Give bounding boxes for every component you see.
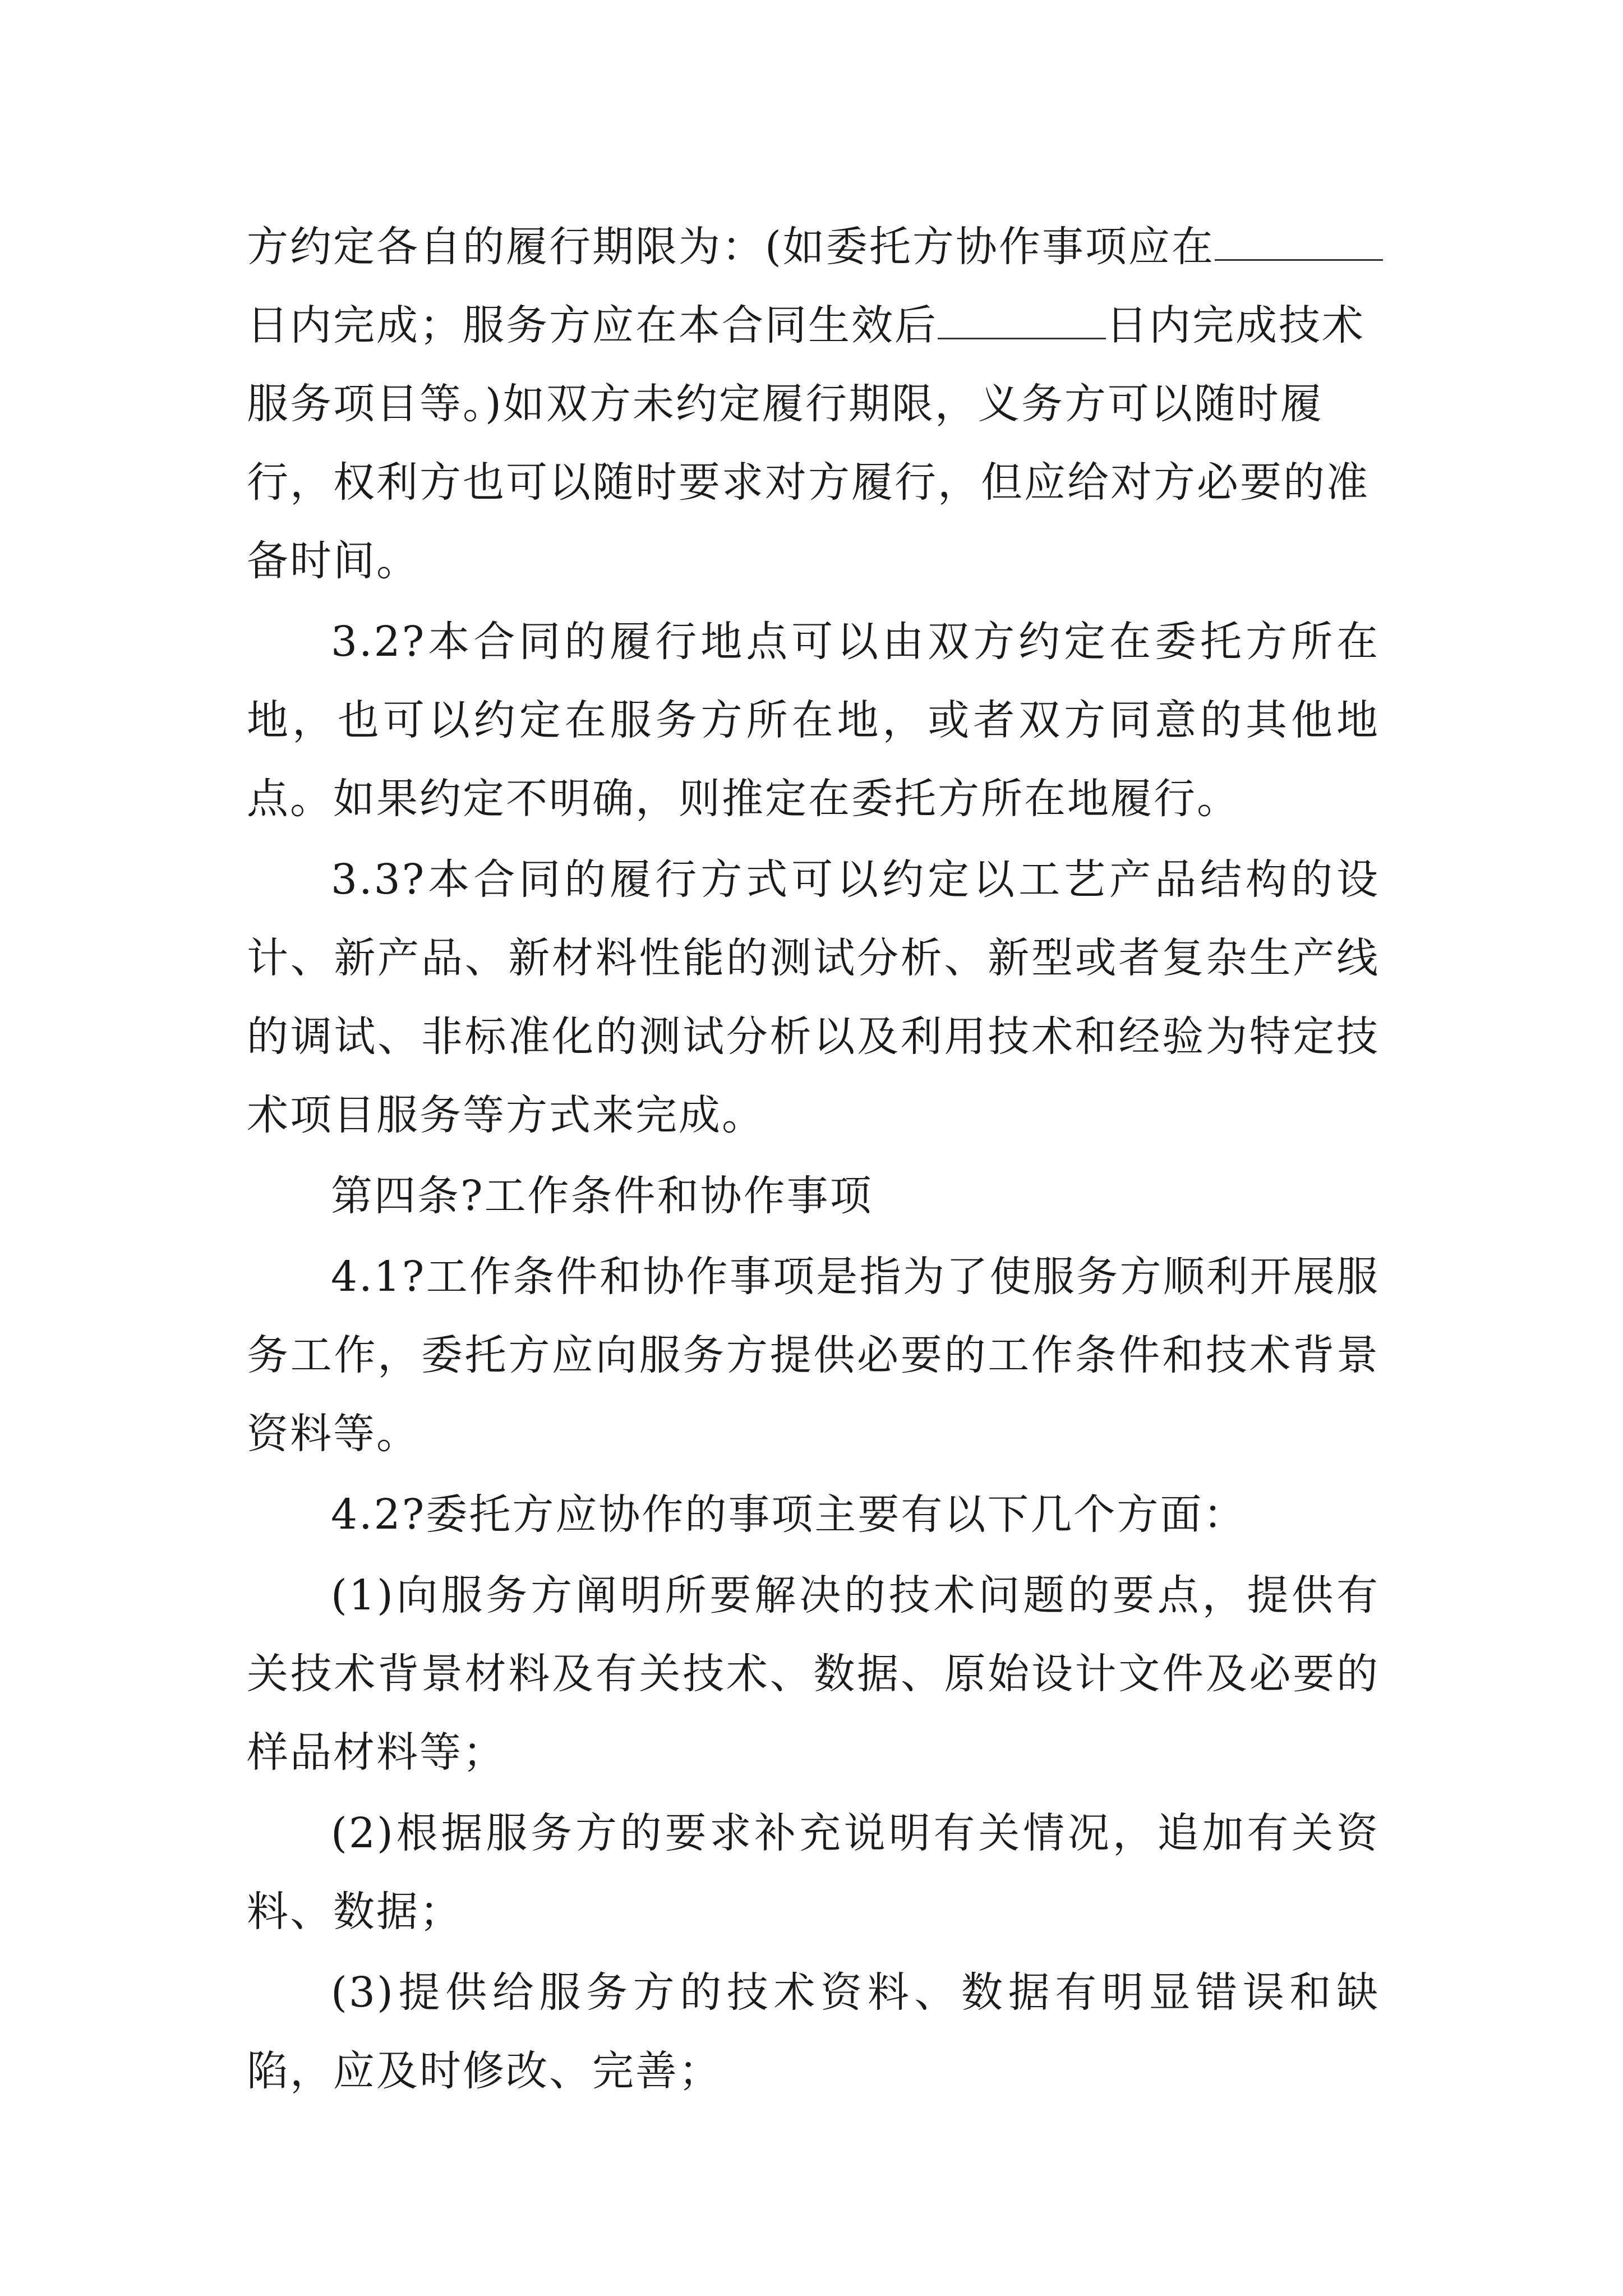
text-line: 服务项目等。)如双方未约定履行期限，义务方可以随时履 — [247, 380, 1324, 428]
paragraph-performance-period — [247, 208, 1380, 600]
section-heading-article-4: 第四条?工作条件和协作事项 — [331, 1172, 873, 1220]
paragraph-3-2-performance-location: 3.2?本合同的履行地点可以由双方约定在委托方所在地，也可以约定在服务方所在地，或者双方同意的其他地点。如果约定不明确，则推定在委托方所在地履行。 — [247, 618, 1380, 823]
paragraph-3-3-performance-method: 3.3?本合同的履行方式可以约定以工艺产品结构的设计、新产品、新材料性能的测试分析、新型或者复杂生产线的调试、非标准化的测试分析以及利用技术和经验为特定技术项目服务等方式来完成。 — [247, 855, 1380, 1139]
text-line — [247, 208, 1380, 286]
text-line: 备时间。 — [247, 537, 419, 585]
list-item-2: (2)根据服务方的要求补充说明有关情况，追加有关资料、数据； — [247, 1809, 1380, 1936]
list-item-1: (1)向服务方阐明所要解决的技术问题的要点，提供有关技术背景材料及有关技术、数据、原始设计文件及必要的样品材料等； — [247, 1571, 1380, 1777]
paragraph-4-1-working-conditions: 4.1?工作条件和协作事项是指为了使服务方顺利开展服务工作，委托方应向服务方提供必要的工作条件和技术背景资料等。 — [247, 1253, 1380, 1458]
text-segment: 日内完成技术 — [1106, 301, 1365, 349]
list-item-3: (3)提供给服务方的技术资料、数据有明显错误和缺陷，应及时修改、完善； — [247, 1968, 1380, 2095]
text-line: 行，权利方也可以随时要求对方履行，但应给对方必要的准 — [247, 458, 1370, 507]
text-segment: 方约定各自的履行期限为：(如委托方协作事项应在 — [247, 223, 1215, 271]
paragraph-4-2-cooperation-items: 4.2?委托方应协作的事项主要有以下几个方面： — [331, 1490, 1247, 1539]
text-line — [247, 286, 1380, 365]
document-body — [247, 208, 1380, 2113]
blank-field — [938, 293, 1106, 339]
blank-field — [1215, 214, 1383, 261]
text-segment: 日内完成；服务方应在本合同生效后 — [247, 301, 938, 349]
